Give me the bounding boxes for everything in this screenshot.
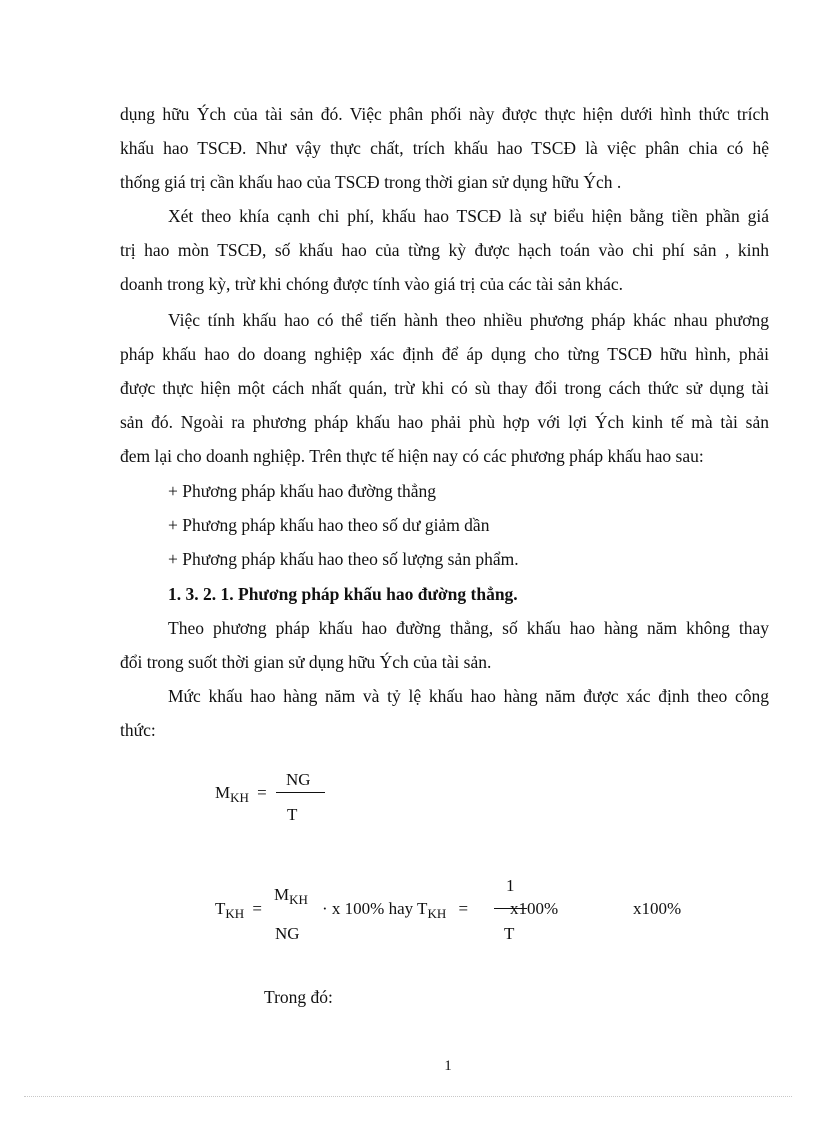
formula-numerator: NG <box>286 770 311 789</box>
formula-mid-text: · x 100% hay T <box>322 899 428 918</box>
formula-denominator: NG <box>275 924 300 943</box>
text-line: dụng hữu Ých của tài sản đó. Việc phân phối này được thực hiện dưới hình thức trích <box>120 104 769 124</box>
text-line: sản đó. Ngoài ra phương pháp khấu hao phải phù hợp với lợi Ých kinh tế mà tài sản <box>120 412 769 432</box>
page-number: 1 <box>444 1058 452 1074</box>
list-item: + Phương pháp khấu hao theo số lượng sản phẩm. <box>168 549 519 569</box>
struck-text: x1 <box>510 899 527 918</box>
text-line: trị hao mòn TSCĐ, số khấu hao của từng kỳ được hạch toán vào chi phí sản , kinh <box>120 240 769 260</box>
text-line: đem lại cho doanh nghiệp. Trên thực tế hiện nay có các phương pháp khấu hao sau: <box>120 446 704 466</box>
text-line: thống giá trị cần khấu hao của TSCĐ trong thời gian sử dụng hữu Ých . <box>120 172 622 192</box>
formula-numerator-subscript: KH <box>289 892 308 907</box>
text-line: đổi trong suốt thời gian sử dụng hữu Ých của tài sản. <box>120 652 492 672</box>
formula-lhs: M <box>215 783 231 802</box>
trong-do-label: Trong đó: <box>264 987 333 1007</box>
list-item: + Phương pháp khấu hao theo số dư giảm dần <box>168 515 490 535</box>
formula-equals: = <box>257 783 267 802</box>
text-line: pháp khấu hao do doang nghiệp xác định để áp dụng cho từng TSCĐ hữu hình, phải <box>120 344 769 364</box>
formula-denominator: T <box>287 805 298 824</box>
text-line: Mức khấu hao hàng năm và tỷ lệ khấu hao hàng năm được xác định theo công <box>168 686 769 706</box>
fraction-bar <box>276 792 325 793</box>
formula-equals-2: = <box>458 899 469 918</box>
list-item: + Phương pháp khấu hao đường thẳng <box>168 481 437 501</box>
formula-equals: = <box>252 899 263 918</box>
formula-lhs-subscript: KH <box>230 790 249 805</box>
text-line: thức: <box>120 720 156 740</box>
formula-numerator-2: 1 <box>506 876 515 895</box>
formula-right-text: x100% <box>633 899 682 918</box>
formula-lhs: T <box>215 899 226 918</box>
text-line: Xét theo khía cạnh chi phí, khấu hao TSCĐ là sự biểu hiện bằng tiền phần giá <box>168 206 769 226</box>
formula-lhs-subscript: KH <box>225 906 245 921</box>
formula-mid-subscript: KH <box>427 906 447 921</box>
section-heading: 1. 3. 2. 1. Phương pháp khấu hao đường thẳng. <box>168 584 518 604</box>
page-divider <box>24 1096 792 1097</box>
text-line: doanh trong kỳ, trừ khi chóng được tính vào giá trị của các tài sản khác. <box>120 274 624 294</box>
formula-numerator: M <box>274 885 290 904</box>
text-line: được thực hiện một cách nhất quán, trừ khi có sù thay đổi trong cách thức sử dụng tài <box>120 378 769 398</box>
formula-denominator-2: T <box>504 924 515 943</box>
text-line: khấu hao TSCĐ. Như vậy thực chất, trích khấu hao TSCĐ là việc phân chia có hệ <box>120 138 769 158</box>
formula-percent: 00% <box>527 899 559 918</box>
text-line: Việc tính khấu hao có thể tiến hành theo nhiều phương pháp khác nhau phương <box>168 310 769 330</box>
text-line: Theo phương pháp khấu hao đường thẳng, số khấu hao hàng năm không thay <box>168 618 769 638</box>
